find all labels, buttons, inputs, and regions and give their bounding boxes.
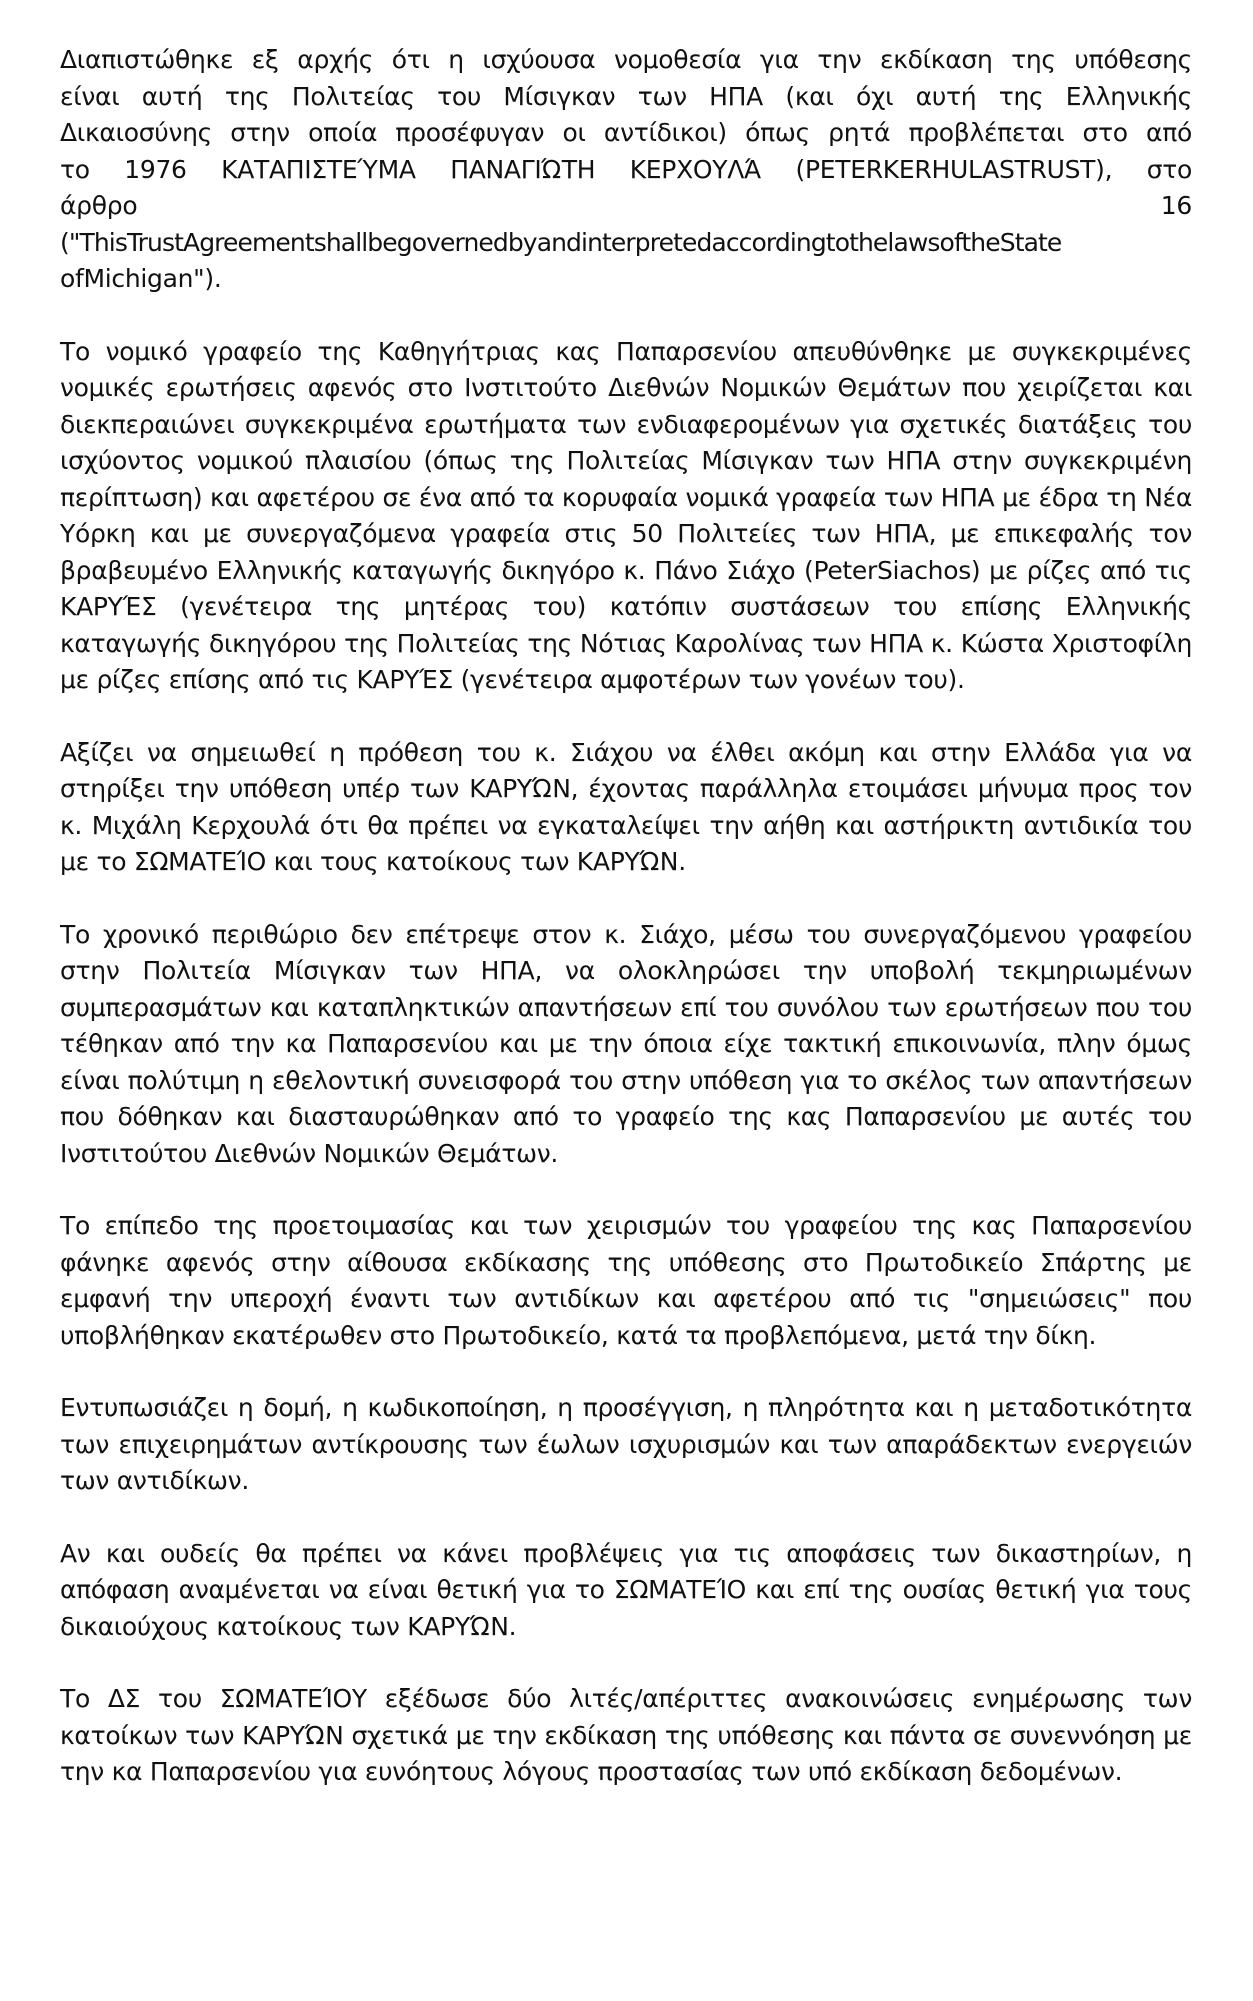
paragraph-time-constraint: Το χρονικό περιθώριο δεν επέτρεψε στον κ. Σιάχο, μέσω του συνεργαζόμενου γραφείου στην Πολιτεία Μίσιγκαν των ΗΠΑ, να ολοκληρώσει την υποβολή τεκμηριωμένων συμπερασμάτων και καταπληκτικών απαντήσεων επί του συνόλου των ερωτήσεων που του τέθηκαν από την κα Παπαρσενίου και με την όποια είχε τακτική επικοινωνία, πλην όμως είναι πολύτιμη η εθελοντική συνεισφορά του στην υπόθεση για το σκέλος των απαντήσεων που δόθηκαν και διασταυρώθηκαν από το γραφείο της κας Παπαρσενίου με αυτές του Ινστιτούτου Διεθνών Νομικών Θεμάτων. — [60, 919, 1192, 1168]
text-line: το 1976 ΚΑΤΑΠΙΣΤΕΎΜΑ ΠΑΝΑΓΙΏΤΗ ΚΕΡΧΟΥΛΆ (PETERKERHULASTRUST), στο — [60, 154, 1192, 184]
document-page — [60, 42, 1192, 1827]
paragraph-siachos-intent: Αξίζει να σημειωθεί η πρόθεση του κ. Σιάχου να έλθει ακόμη και στην Ελλάδα για να στηρίξει την υπόθεση υπέρ των ΚΑΡΥΏΝ, έχοντας παράλληλα ετοιμάσει μήνυμα προς τον κ. Μιχάλη Κερχουλά ότι θα πρέπει να εγκαταλείψει την αήθη και αστήρικτη αντιδικία του με το ΣΩΜΑΤΕΊΟ και τους κατοίκους των ΚΑΡΥΏΝ. — [60, 737, 1192, 876]
paragraph-legal-inquiries: Το νομικό γραφείο της Καθηγήτριας κας Παπαρσενίου απευθύνθηκε με συγκεκριμένες νομικές ερωτήσεις αφενός στο Ινστιτούτο Διεθνών Νομικών Θεμάτων που χειρίζεται και διεκπεραιώνει συγκεκριμένα ερωτήματα των ενδιαφερομένων για σχετικές διατάξεις του ισχύοντος νομικού πλαισίου (όπως της Πολιτείας Μίσιγκαν των ΗΠΑ στην συγκεκριμένη περίπτωση) και αφετέρου σε ένα από τα κορυφαία νομικά γραφεία των ΗΠΑ με έδρα τη Νέα Υόρκη και με συνεργαζόμενα γραφεία στις 50 Πολιτείες των ΗΠΑ, με επικεφαλής τον βραβευμένο Ελληνικής καταγωγής δικηγόρο κ. Πάνο Σιάχο (PeterSiachos) με ρίζες από τις ΚΑΡΥΈΣ (γενέτειρα της μητέρας του) κατόπιν συστάσεων του επίσης Ελληνικής καταγωγής δικηγόρου της Πολιτείας της Νότιας Καρολίνας των ΗΠΑ κ. Κώστα Χριστοφίλη με ρίζες επίσης από τις ΚΑΡΥΈΣ (γενέτειρα αμφοτέρων των γονέων του). — [60, 336, 1192, 694]
paragraph-argument-structure: Εντυπωσιάζει η δομή, η κωδικοποίηση, η προσέγγιση, η πληρότητα και η μεταδοτικότητα των επιχειρημάτων αντίκρουσης των έωλων ισχυρισμών και των απαράδεκτων ενεργειών των αντιδίκων. — [60, 1393, 1192, 1495]
paragraph-expected-decision: Αν και ουδείς θα πρέπει να κάνει προβλέψεις για τις αποφάσεις των δικαστηρίων, η απόφαση αναμένεται να είναι θετική για το ΣΩΜΑΤΕΊΟ και επί της ουσίας θετική για τους δικαιούχους κατοίκους των ΚΑΡΥΏΝ. — [60, 1538, 1192, 1641]
text-line: άρθρο 16 — [60, 191, 1192, 220]
text-line: είναι αυτή της Πολιτείας του Μίσιγκαν των ΗΠΑ (και όχι αυτή της Ελληνικής — [60, 81, 1192, 111]
text-line: ofMichigan"). — [60, 264, 222, 293]
paragraph-board-announcements: Το ΔΣ του ΣΩΜΑΤΕΊΟΥ εξέδωσε δύο λιτές/απέριττες ανακοινώσεις ενημέρωσης των κατοίκων των ΚΑΡΥΏΝ σχετικά με την εκδίκαση της υπόθεσης και πάντα σε συνεννόηση με την κα Παπαρσενίου για ευνόητους λόγους προστασίας των υπό εκδίκαση δεδομένων. — [60, 1684, 1192, 1786]
text-line: Δικαιοσύνης στην οποία προσέφυγαν οι αντίδικοι) όπως ρητά προβλέπεται στο από — [60, 118, 1192, 147]
text-line: ("ThisTrustAgreementshallbegovernedbyandinterpretedaccordingtothelawsoftheState — [60, 227, 1062, 257]
paragraph-governing-law — [60, 42, 1192, 298]
paragraph-preparation-level: Το επίπεδο της προετοιμασίας και των χειρισμών του γραφείου της κας Παπαρσενίου φάνηκε αφενός στην αίθουσα εκδίκασης της υπόθεσης στο Πρωτοδικείο Σπάρτης με εμφανή την υπεροχή έναντι των αντιδίκων και αφετέρου από τις "σημειώσεις" που υποβλήθηκαν εκατέρωθεν στο Πρωτοδικείο, κατά τα προβλεπόμενα, μετά την δίκη. — [60, 1211, 1192, 1350]
text-line: Διαπιστώθηκε εξ αρχής ότι η ισχύουσα νομοθεσία για την εκδίκαση της υπόθεσης — [60, 45, 1192, 74]
